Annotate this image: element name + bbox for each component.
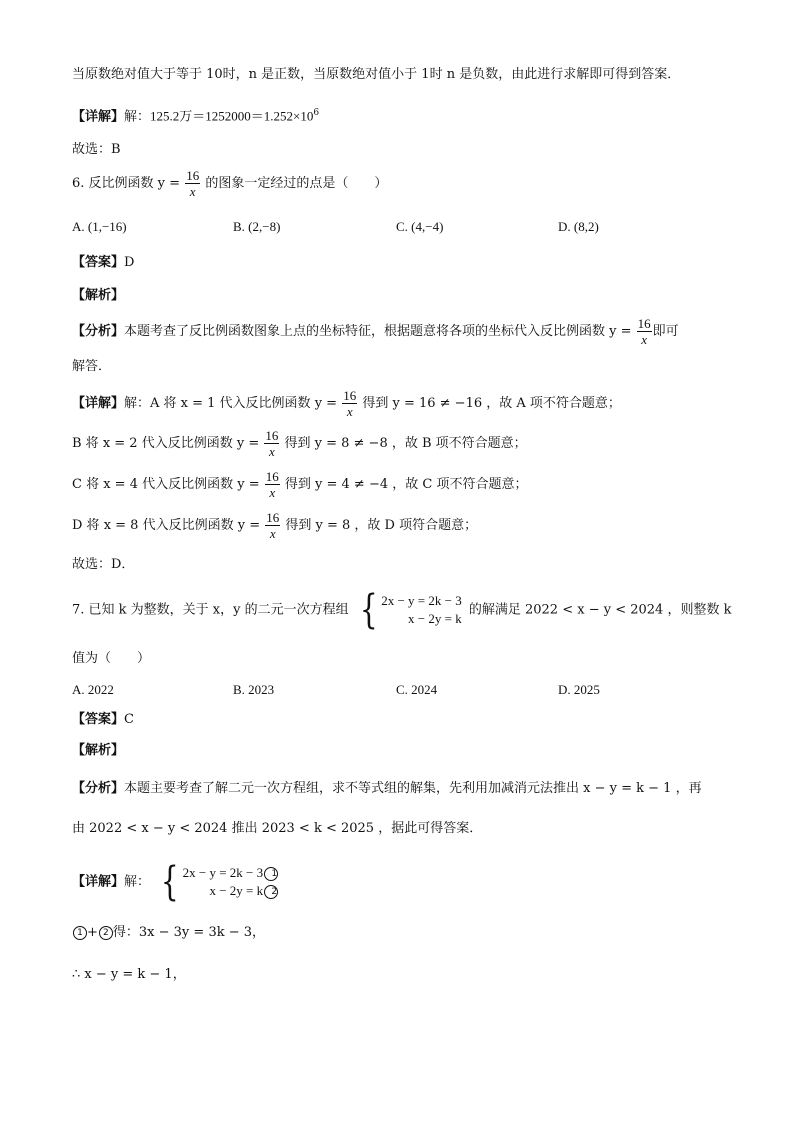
fraction: $\frac{16}{x}$ — [637, 316, 651, 347]
text-line: 【详解】解：125.2万$=1252000=1.252\times 10^6$ — [72, 108, 320, 125]
fraction: $\frac{16}{x}$ — [265, 428, 279, 459]
equation-system: { 2x − y = 2k − 3 x − 2y = k — [359, 587, 462, 633]
circled-number-icon: 2 — [264, 885, 278, 899]
answer-line: 【答案】C — [72, 712, 134, 727]
answer-line: 【答案】D — [72, 255, 135, 270]
text-line: C 将 x = 4 代入反比例函数 y = $\frac{16}{x}$ 得到 y = 4 ≠ −4 ，故 C 项不符合题意； — [72, 469, 528, 500]
text-line: 故选：B — [72, 142, 121, 157]
fraction: $\frac{16}{x}$ — [343, 388, 357, 419]
text-line: D 将 x = 8 代入反比例函数 y = $\frac{16}{x}$ 得到 y = 8 ，故 D 项符合题意； — [72, 510, 478, 541]
option-d: D. 2025 — [558, 682, 600, 697]
equation-system: { 2x − y = 2k − 3 1 x − 2y = k 2 — [160, 859, 278, 905]
text-line: 【分析】本题主要考查了解二元一次方程组，求不等式组的解集，先利用加减消元法推出 x − y = k − 1 ，再 — [72, 781, 702, 796]
analysis-heading: 【解析】 — [72, 743, 125, 758]
text-line: 【分析】本题考查了反比例函数图象上点的坐标特征，根据题意将各项的坐标代入反比例函数 y = $\frac{16}{x}$ 即可 — [72, 316, 679, 347]
text-line: ∴ x − y = k − 1， — [72, 967, 186, 982]
text-line: 1 + 2 得：3x − 3y = 3k − 3， — [72, 924, 265, 942]
tag-detail: 【详解】 — [72, 109, 125, 125]
circled-number-icon: 1 — [73, 926, 87, 940]
text-line: 【详解】解： { 2x − y = 2k − 3 1 x − 2y = k 2 — [72, 859, 278, 905]
option-a: A. (1,−16) — [72, 219, 127, 234]
text-line: 解答． — [72, 359, 112, 374]
option-c: C. (4,−4) — [396, 219, 444, 234]
fraction: $\frac{16}{x}$ — [265, 469, 279, 500]
option-d: D. (8,2) — [558, 219, 599, 234]
text-line: 当原数绝对值大于等于 10时，n 是正数，当原数绝对值小于 1时 n 是负数，由此进行求解即可得到答案． — [72, 67, 681, 82]
text-line: 【详解】解：A 将 x = 1 代入反比例函数 y = $\frac{16}{x}$ 得到 y = 16 ≠ −16 ，故 A 项不符合题意； — [72, 388, 621, 419]
text-line: 由 2022 < x − y < 2024 推出 2023 < k < 2025 ，据此可得答案． — [72, 821, 483, 836]
option-a: A. 2022 — [72, 682, 114, 697]
text-line: 值为（ ） — [72, 651, 151, 666]
question-6: 6. 反比例函数 y = $\frac{16}{x}$ 的图象一定经过的点是（ ） — [72, 168, 388, 199]
option-b: B. 2023 — [233, 682, 275, 697]
fraction: $\frac{16}{x}$ — [186, 168, 200, 199]
option-b: B. (2,−8) — [233, 219, 281, 234]
circled-number-icon: 2 — [99, 926, 113, 940]
circled-number-icon: 1 — [264, 867, 278, 881]
option-c: C. 2024 — [396, 682, 438, 697]
analysis-heading: 【解析】 — [72, 288, 125, 303]
question-7: 7. 已知 k 为整数，关于 x，y 的二元一次方程组 { 2x − y = 2k − 3 x − 2y = k 的解满足 2022 < x − y < 2024 ，则整数 k — [72, 587, 732, 633]
fraction: $\frac{16}{x}$ — [266, 510, 280, 541]
text-line: B 将 x = 2 代入反比例函数 y = $\frac{16}{x}$ 得到 y = 8 ≠ −8 ，故 B 项不符合题意； — [72, 428, 527, 459]
text-line: 故选：D． — [72, 557, 135, 572]
